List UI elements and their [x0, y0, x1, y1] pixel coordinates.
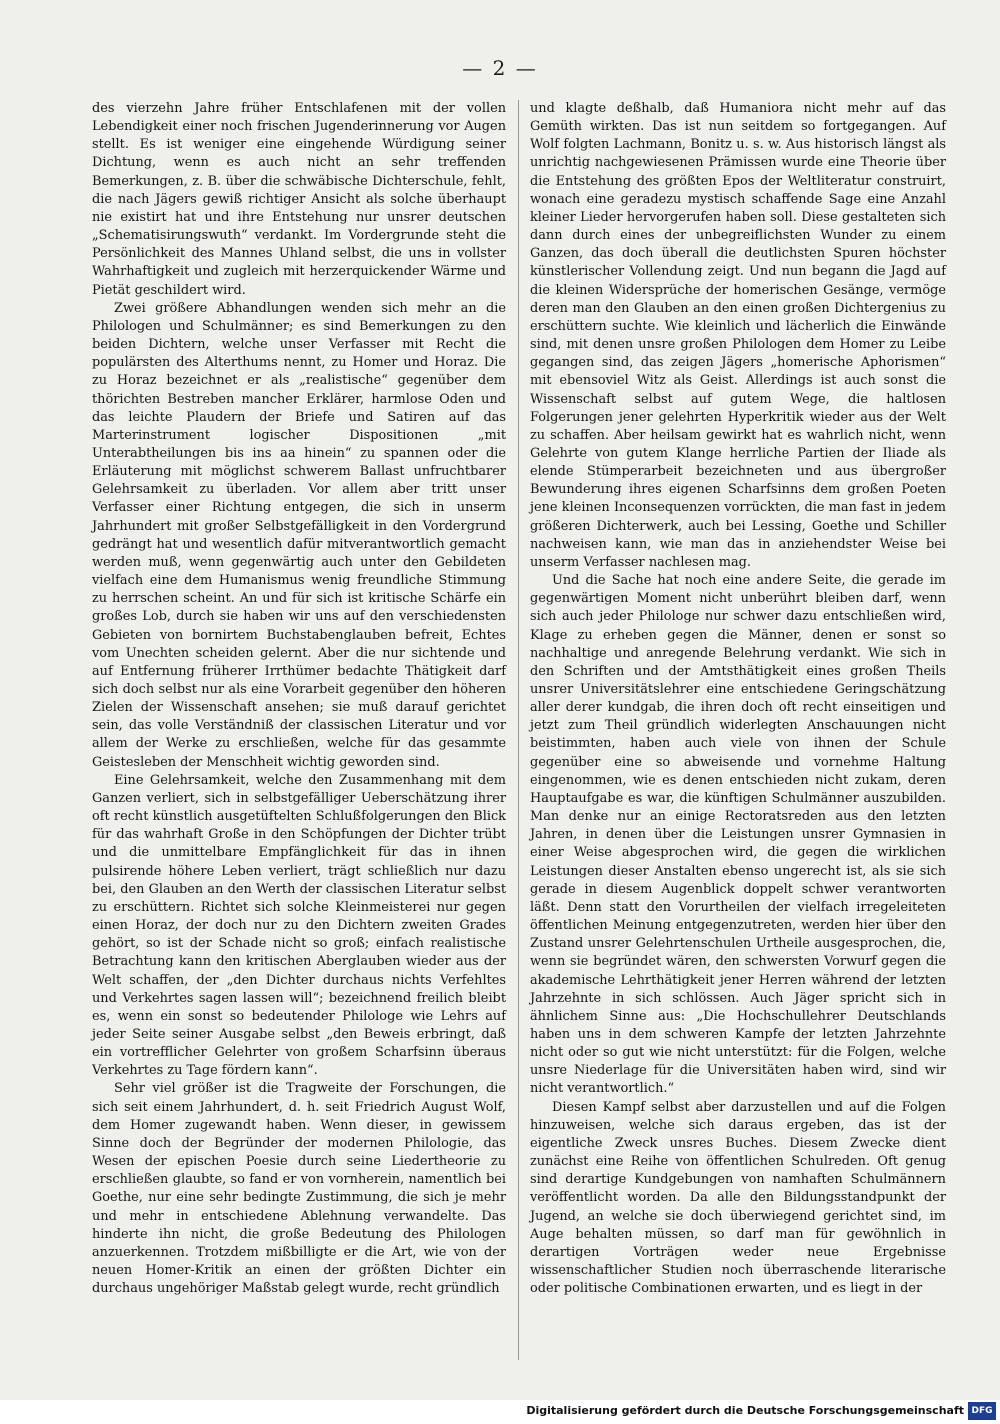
paragraph: Eine Gelehrsamkeit, welche den Zusammenhang mit dem Ganzen verliert, sich in selbstgefälliger Ueberschätzung ihrer oft recht künstlich ausgetüftelten Schlußfolgerungen den Blick für das wahrhaft Große in den Schöpfungen der Dichter trübt und die unmittelbare Empfänglichkeit für das in ihnen pulsirende höhere Leben verliert, trägt schließlich nur dazu bei, den Glauben an den Werth der classischen Literatur selbst zu erschüttern. Richtet sich solche Kleinmeisterei nur gegen einen Horaz, der doch nur zu den Dichtern zweiten Grades gehört, so ist der Schade nicht so groß; einfach realistische Betrachtung kann den kritischen Aberglauben wieder aus der Welt schaffen, der „den Dichter durchaus nichts Verfehltes und Verkehrtes sagen lassen will“; bezeichnend freilich bleibt es, wenn ein sonst so bedeutender Philologe wie Lehrs auf jeder Seite seiner Ausgabe selbst „den Beweis erbringt, daß ein vortrefflicher Gelehrter von großem Scharfsinn überaus Verkehrtes zu Tage fördern kann“. [92, 772, 506, 1079]
left-column [92, 100, 506, 1298]
right-column [530, 100, 946, 1298]
paragraph: Zwei größere Abhandlungen wenden sich mehr an die Philologen und Schulmänner; es sind Bemerkungen zu den beiden Dichtern, welche unser Verfasser mit Recht die populärsten des Alterthums nennt, zu Homer und Horaz. Die zu Horaz bezeichnet er als „realistische“ gegenüber dem thörichten Bestreben mancher Erklärer, harmlose Oden und das leichte Plaudern der Briefe und Satiren auf das Marterinstrument logischer Dispositionen „mit Unterabtheilungen bis ins aa hinein“ zu spannen oder die Erläuterung mit möglichst schwerem Ballast unfruchtbarer Gelehrsamkeit zu überladen. Vor allem aber tritt unser Verfasser einer Richtung entgegen, die sich in unserm Jahrhundert mit großer Selbstgefälligkeit in den Vordergrund gedrängt hat und wesentlich dafür mitverantwortlich gemacht werden muß, wenn gegenwärtig auch unter den Gebildeten vielfach eine dem Humanismus wenig freundliche Stimmung zu herrschen scheint. An und für sich ist kritische Schärfe ein großes Lob, durch sie haben wir uns auf den verschiedensten Gebieten von bornirtem Buchstabenglauben befreit, Echtes vom Unechten scheiden gelernt. Aber die nur sichtende und auf Entfernung früherer Irrthümer bedachte Thätigkeit darf sich doch selbst nur als eine Vorarbeit gegenüber den höheren Zielen der Wissenschaft ansehen; sie muß darauf gerichtet sein, das volle Verständniß der classischen Literatur und vor allem der Werke zu erschließen, welche für das gesammte Geistesleben der Menschheit wichtig geworden sind. [92, 300, 506, 770]
paragraph: Sehr viel größer ist die Tragweite der Forschungen, die sich seit einem Jahrhundert, d. h. seit Friedrich August Wolf, dem Homer zugewandt haben. Wenn dieser, in gewissem Sinne doch der Begründer der modernen Philologie, das Wesen der epischen Poesie durch seine Liedertheorie zu erschließen glaubte, so fand er von vornherein, namentlich bei Goethe, nur eine sehr bedingte Zustimmung, die sich je mehr und mehr in entschiedene Ablehnung verwandelte. Das hinderte ihn nicht, die große Bedeutung des Philologen anzuerkennen. Trotzdem mißbilligte er die Art, wie von der neuen Homer-Kritik an einen der größten Dichter ein durchaus ungehöriger Maßstab gelegt wurde, recht gründlich [92, 1081, 506, 1297]
paragraph: des vierzehn Jahre früher Entschlafenen mit der vollen Lebendigkeit einer noch frischen Jugenderinnerung vor Augen stellt. Es ist weniger eine eingehende Würdigung seiner Dichtung, wenn es auch nicht an sehr treffenden Bemerkungen, z. B. über die schwäbische Dichterschule, fehlt, die nach Jägers gewiß richtiger Ansicht als solche überhaupt nie existirt hat und ihre Entstehung nur unsrer deutschen „Schematisirungswuth“ verdankt. Im Vordergrunde steht die Persönlichkeit des Mannes Uhland selbst, die uns in vollster Wahrhaftigkeit und zugleich mit herzerquickender Wärme und Pietät geschildert wird. [92, 101, 506, 298]
paragraph: Und die Sache hat noch eine andere Seite, die gerade im gegenwärtigen Moment nicht unberührt bleiben darf, wenn sich auch jeder Philologe nur schwer dazu entschließen wird, Klage zu erheben gegen die Männer, denen er sonst so nachhaltige und anregende Belehrung verdankt. Wie sich in den Schriften und der Amtsthätigkeit eines großen Theils unsrer Universitätslehrer eine entschiedene Geringschätzung aller derer kundgab, die ihren doch oft recht einseitigen und jetzt zum Theil gründlich widerlegten Anschauungen nicht beistimmten, haben auch viele von ihnen der Schule gegenüber eine so abweisende und vornehme Haltung eingenommen, wie es denen entschieden nicht zukam, deren Hauptaufgabe es war, die künftigen Schulmänner auszubilden. Man denke nur an einige Rectoratsreden aus den letzten Jahren, in denen über die Leistungen unsrer Gymnasien in einer Weise abgesprochen wird, die gegen die wirklichen Leistungen dieser Anstalten ebenso ungerecht ist, als sie sich gerade in diesem Augenblick doppelt schwer verantworten läßt. Denn statt den Vorurtheilen der vielfach irregeleiteten öffentlichen Meinung entgegenzutreten, werden hier über den Zustand unsrer Gelehrtenschulen Urtheile ausgesprochen, die, wenn sie begründet wären, den schwersten Vorwurf gegen die akademische Lehrthätigkeit jener Herren während der letzten Jahrzehnte in sich schlössen. Auch Jäger spricht sich in ähnlichem Sinne aus: „Die Hochschullehrer Deutschlands haben uns in dem schweren Kampfe der letzten Jahrzehnte nicht oder so gut wie nicht unterstützt: für die Folgen, welche unsre Niederlage für die Universitäten haben wird, sind wir nicht verantwortlich.“ [530, 573, 946, 1097]
page-number: — 2 — [462, 56, 538, 80]
footer-credit: Digitalisierung gefördert durch die Deutsche Forschungsgemeinschaft [526, 1404, 964, 1417]
paragraph: Diesen Kampf selbst aber darzustellen und auf die Folgen hinzuweisen, welche sich daraus ergeben, das ist der eigentliche Zweck unsres Buches. Diesem Zwecke dient zunächst eine Reihe von öffentlichen Schulreden. Oft genug sind derartige Kundgebungen von namhaften Schulmännern veröffentlicht worden. Da alle den Bildungsstandpunkt der Jugend, an welche sie doch überwiegend gerichtet sind, im Auge behalten müssen, so darf man für gewöhnlich in derartigen Vorträgen weder neue Ergebnisse wissenschaftlicher Studien noch überraschende literarische oder politische Combinationen erwarten, und es liegt in der [530, 1099, 946, 1297]
column-divider [518, 100, 519, 1360]
paragraph: und klagte deßhalb, daß Humaniora nicht mehr auf das Gemüth wirkten. Das ist nun seitdem so fortgegangen. Auf Wolf folgten Lachmann, Bonitz u. s. w. Aus historisch längst als unrichtig nachgewiesenen Prämissen wurde eine Theorie über die Entstehung des größten Epos der Weltliteratur construirt, wonach eine geradezu mystisch schaffende Sage eine Anzahl kleiner Lieder hervorgerufen haben soll. Diese gestalteten sich dann durch eines der unbegreiflichsten Wunder zu einem Ganzen, das doch überall die deutlichsten Spuren höchster künstlerischer Vollendung zeigt. Und nun begann die Jagd auf die kleinen Widersprüche der homerischen Gesänge, vermöge deren man den Glauben an den einen großen Dichtergenius zu erschüttern suchte. Wie kleinlich und lächerlich die Einwände sind, mit denen unsre großen Philologen dem Homer zu Leibe gegangen sind, das zeigen Jägers „homerische Aphorismen“ mit ebensoviel Witz als Geist. Allerdings ist auch sonst die Wissenschaft selbst auf gutem Wege, die haltlosen Folgerungen jener gelehrten Hyperkritik wieder aus der Welt zu schaffen. Aber heilsam gewirkt hat es wahrlich nicht, wenn Gelehrte von gutem Klange herrliche Partien der Iliade als elende Stümperarbeit bezeichneten und aus übergroßer Bewunderung ihres eigenen Scharfsinns dem großen Poeten jene kleinen Inconsequenzen vorrückten, die man fast in jedem größeren Dichterwerk, auch bei Lessing, Goethe und Schiller nachweisen kann, wie man das in anziehendster Weise bei unserm Verfasser nachlesen mag. [530, 101, 946, 570]
dfg-logo-icon: DFG [968, 1402, 996, 1420]
